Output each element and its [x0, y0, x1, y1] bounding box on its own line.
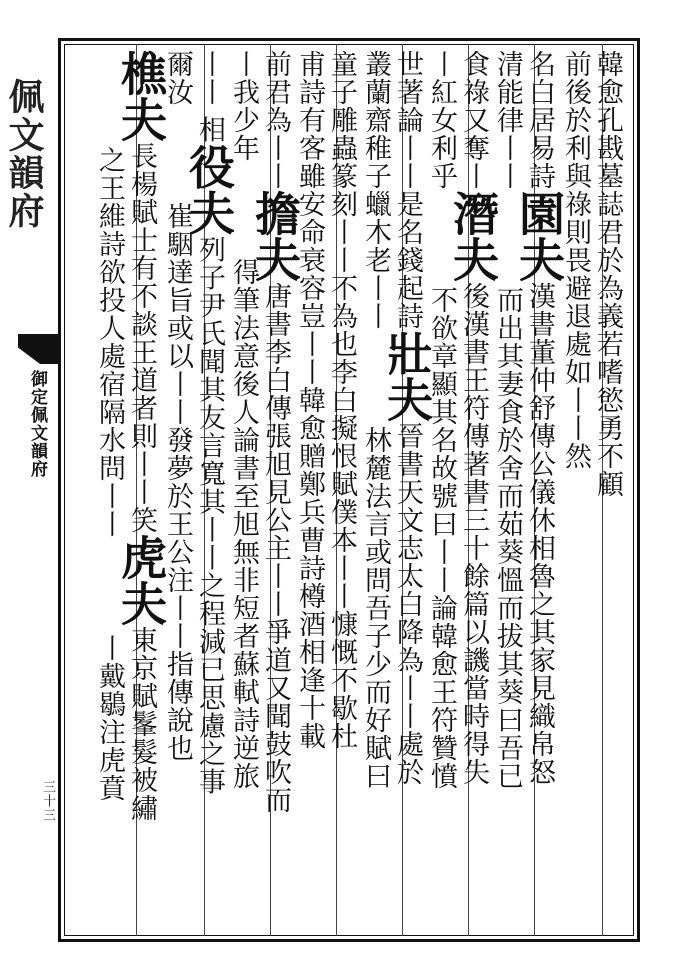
page-margin — [0, 38, 56, 942]
page-number: 三十三 — [40, 780, 55, 822]
text-segment: 食祿又奪丨 — [458, 50, 489, 190]
text-segment: 童子雕蟲篆刻丨丨不為也李白擬恨賦僕本丨丨慷慨不歇杜 — [326, 50, 357, 750]
text-segment: 叢蘭齋稚子蠟木老丨丨 — [360, 50, 391, 330]
edge-title: 佩文韻府 — [3, 78, 45, 230]
text-column-6 — [426, 50, 468, 934]
headword: 園夫 — [512, 190, 566, 282]
text-segment: 得筆法意後人論書至旭無非短者蘇軾詩逆旅 — [228, 258, 259, 790]
text-segment: 前君為丨丨 — [260, 50, 291, 190]
text-segment: 晉書天文志太白降為丨丨處於 — [392, 422, 423, 786]
text-segment: 韓愈孔戡 — [592, 50, 623, 162]
text-column-1 — [592, 50, 634, 934]
edge-subtitle: 御定佩文韻府 — [27, 370, 47, 478]
text-segment: 甫詩有客雖安命衰容豈丨丨韓愈贈鄭兵曹詩樽酒相逢十載 — [294, 50, 325, 750]
text-column-8 — [360, 50, 402, 934]
text-segment: 丨紅女利乎 — [426, 50, 457, 190]
text-segment: 東京賦髼髮被繡 — [126, 626, 157, 822]
text-segment: 丨我少年 — [228, 50, 259, 162]
text-column-15 — [114, 50, 168, 934]
text-segment: 列子尹氏聞其友言寬其丨丨之程減已思慮之事 — [194, 235, 225, 796]
text-segment: 墓誌君於為義若嗜慾勇不顧 — [592, 162, 623, 498]
text-segment: 崔駰達旨或以丨丨發夢於王公注丨丨指傳說也 — [162, 202, 193, 762]
text-column-16 — [94, 50, 136, 934]
text-segment: 林麓法言或問吾子少而好賦曰 — [360, 426, 391, 790]
text-segment: 清能律丨丨 — [492, 50, 523, 190]
text-segment: 而出其妻食於舍而茹葵慍而拔其葵曰吾已 — [492, 286, 523, 790]
text-segment: 爾汝 — [162, 50, 193, 106]
text-segment: 後漢書王符傳著書三十餘篇以譏當時得失 — [458, 282, 489, 786]
text-column-10 — [294, 50, 336, 934]
text-segment: 前後於利與祿則畏避退處如丨丨然 — [560, 50, 591, 470]
text-column-7 — [380, 50, 434, 934]
text-segment: 丨丨 相 — [194, 50, 225, 144]
headword: 虎夫 — [114, 534, 168, 626]
text-column-11 — [248, 50, 302, 934]
text-segment: 名白居易詩 — [524, 50, 555, 190]
text-column-5 — [446, 50, 500, 934]
text-segment: 唐書李白傳張旭見公主丨丨爭道又聞鼓吹而 — [260, 282, 291, 814]
text-column-3 — [512, 50, 566, 934]
text-column-2 — [560, 50, 602, 934]
headword: 擔夫 — [248, 190, 302, 282]
headword: 壯夫 — [380, 330, 434, 422]
text-segment: 世著論丨丨是名錢起詩 — [392, 50, 423, 330]
text-segment: 漢書董仲舒傳公儀休相魯之其家見織帛怒 — [524, 282, 555, 786]
text-column-9 — [326, 50, 368, 934]
fish-tail-mark — [18, 334, 58, 364]
text-column-13 — [182, 50, 236, 934]
text-segment: 之王維詩欲投人處宿隔水問丨丨 — [94, 146, 125, 538]
text-column-4 — [492, 50, 534, 934]
text-column-12 — [228, 50, 270, 934]
text-segment: 丨戴鶡注虎賁 — [94, 634, 125, 802]
headword: 役夫 — [182, 143, 236, 236]
text-segment: 長楊賦士有不談王道者則丨丨笑 — [126, 142, 157, 534]
headword: 潛夫 — [446, 190, 500, 282]
headword: 樵夫 — [114, 50, 168, 142]
text-segment: 不欲章顯其名故號曰丨丨論韓愈王符贊憤 — [426, 286, 457, 790]
text-column-14 — [162, 50, 204, 934]
